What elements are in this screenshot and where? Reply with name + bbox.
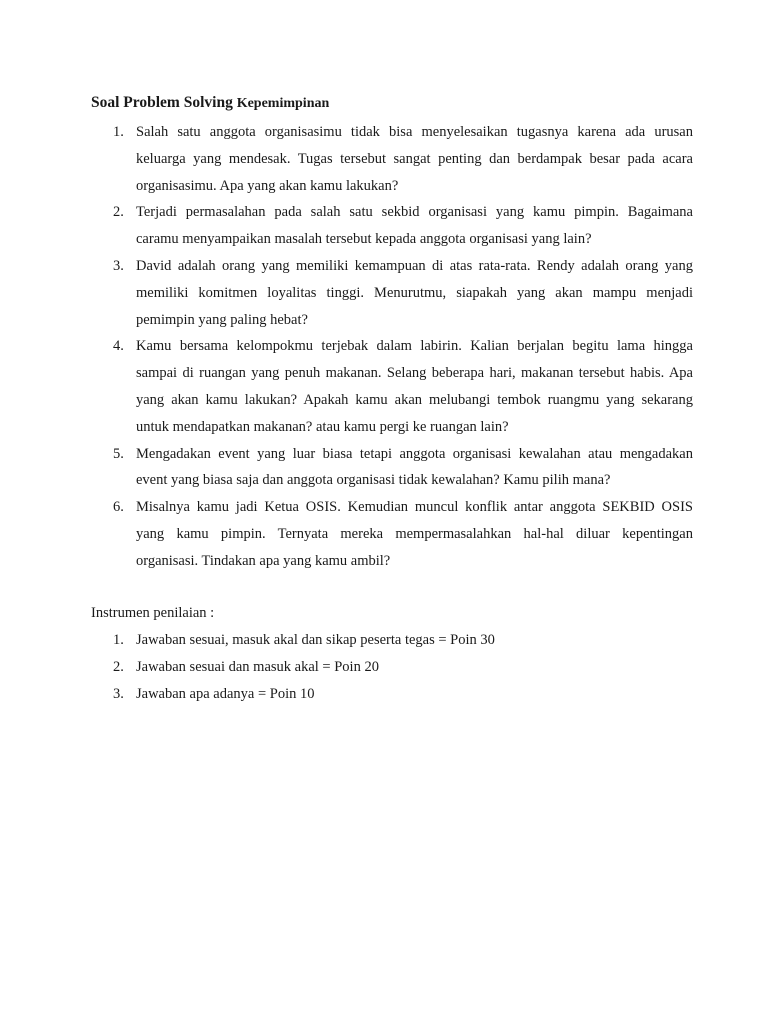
title-sub: Kepemimpinan	[236, 96, 330, 111]
question-line: organisasimu. Apa yang akan kamu lakukan?	[136, 177, 399, 194]
question-line: yang akan kamu lakukan? Apakah kamu akan melubangi tembok ruangmu yang sekarang	[136, 391, 693, 408]
question-item	[0, 253, 768, 333]
question-line: Salah satu anggota organisasimu tidak bisa menyelesaikan tugasnya karena ada urusan	[136, 124, 693, 140]
question-number: 4.	[113, 338, 124, 355]
document-title	[91, 93, 329, 114]
question-number: 3.	[113, 257, 124, 274]
question-line: organisasi. Tindakan apa yang kamu ambil?	[136, 552, 391, 569]
question-item	[0, 119, 768, 199]
instrument-item	[0, 627, 768, 654]
question-line: Kamu bersama kelompokmu terjebak dalam labirin. Kalian berjalan begitu lama hingga	[136, 338, 693, 355]
instrument-heading: Instrumen penilaian :	[91, 605, 215, 621]
instrument-number: 2.	[113, 658, 124, 675]
question-text	[136, 441, 693, 495]
question-line: memiliki komitmen loyalitas tinggi. Menurutmu, siapakah yang akan mampu menjadi	[136, 284, 693, 301]
question-line: event yang biasa saja dan anggota organisasi tidak kewalahan? Kamu pilih mana?	[136, 472, 611, 489]
question-item	[0, 494, 768, 574]
instrument-text: Jawaban sesuai, masuk akal dan sikap peserta tegas = Poin 30	[136, 632, 495, 648]
question-line: David adalah orang yang memiliki kemampuan di atas rata-rata. Rendy adalah orang yang	[136, 257, 693, 274]
title-main: Soal Problem Solving	[91, 94, 233, 111]
question-number: 2.	[113, 204, 124, 221]
instrument-item	[0, 681, 768, 708]
question-number: 6.	[113, 499, 124, 516]
question-text	[136, 333, 693, 440]
question-text	[136, 494, 693, 574]
instrument-number: 1.	[113, 632, 124, 648]
instrument-text: Jawaban apa adanya = Poin 10	[136, 685, 315, 702]
question-item	[0, 333, 768, 440]
question-text	[136, 199, 693, 253]
question-line: Terjadi permasalahan pada salah satu sekbid organisasi yang kamu pimpin. Bagaimana	[136, 204, 693, 221]
question-list	[0, 119, 768, 575]
question-item	[0, 441, 768, 495]
question-number: 1.	[113, 124, 124, 140]
question-line: untuk mendapatkan makanan? atau kamu pergi ke ruangan lain?	[136, 418, 509, 435]
question-line: pemimpin yang paling hebat?	[136, 311, 308, 328]
question-text	[136, 119, 693, 199]
question-line: Mengadakan event yang luar biasa tetapi anggota organisasi kewalahan atau mengadakan	[136, 445, 693, 462]
question-line: Misalnya kamu jadi Ketua OSIS. Kemudian muncul konflik antar anggota SEKBID OSIS	[136, 499, 693, 516]
instrument-item	[0, 654, 768, 681]
question-text	[136, 253, 693, 333]
question-line: keluarga yang mendesak. Tugas tersebut sangat penting dan berdampak besar pada acara	[136, 150, 693, 167]
instrument-number: 3.	[113, 685, 124, 702]
question-line: yang kamu pimpin. Ternyata mereka mempermasalahkan hal-hal diluar kepentingan	[136, 525, 693, 542]
question-item	[0, 199, 768, 253]
question-line: sampai di ruangan yang penuh makanan. Selang beberapa hari, makanan tersebut habis. Apa	[136, 365, 693, 382]
instrument-text: Jawaban sesuai dan masuk akal = Poin 20	[136, 658, 379, 675]
question-number: 5.	[113, 445, 124, 462]
instrument-list	[0, 627, 768, 707]
question-line: caramu menyampaikan masalah tersebut kepada anggota organisasi yang lain?	[136, 231, 592, 248]
